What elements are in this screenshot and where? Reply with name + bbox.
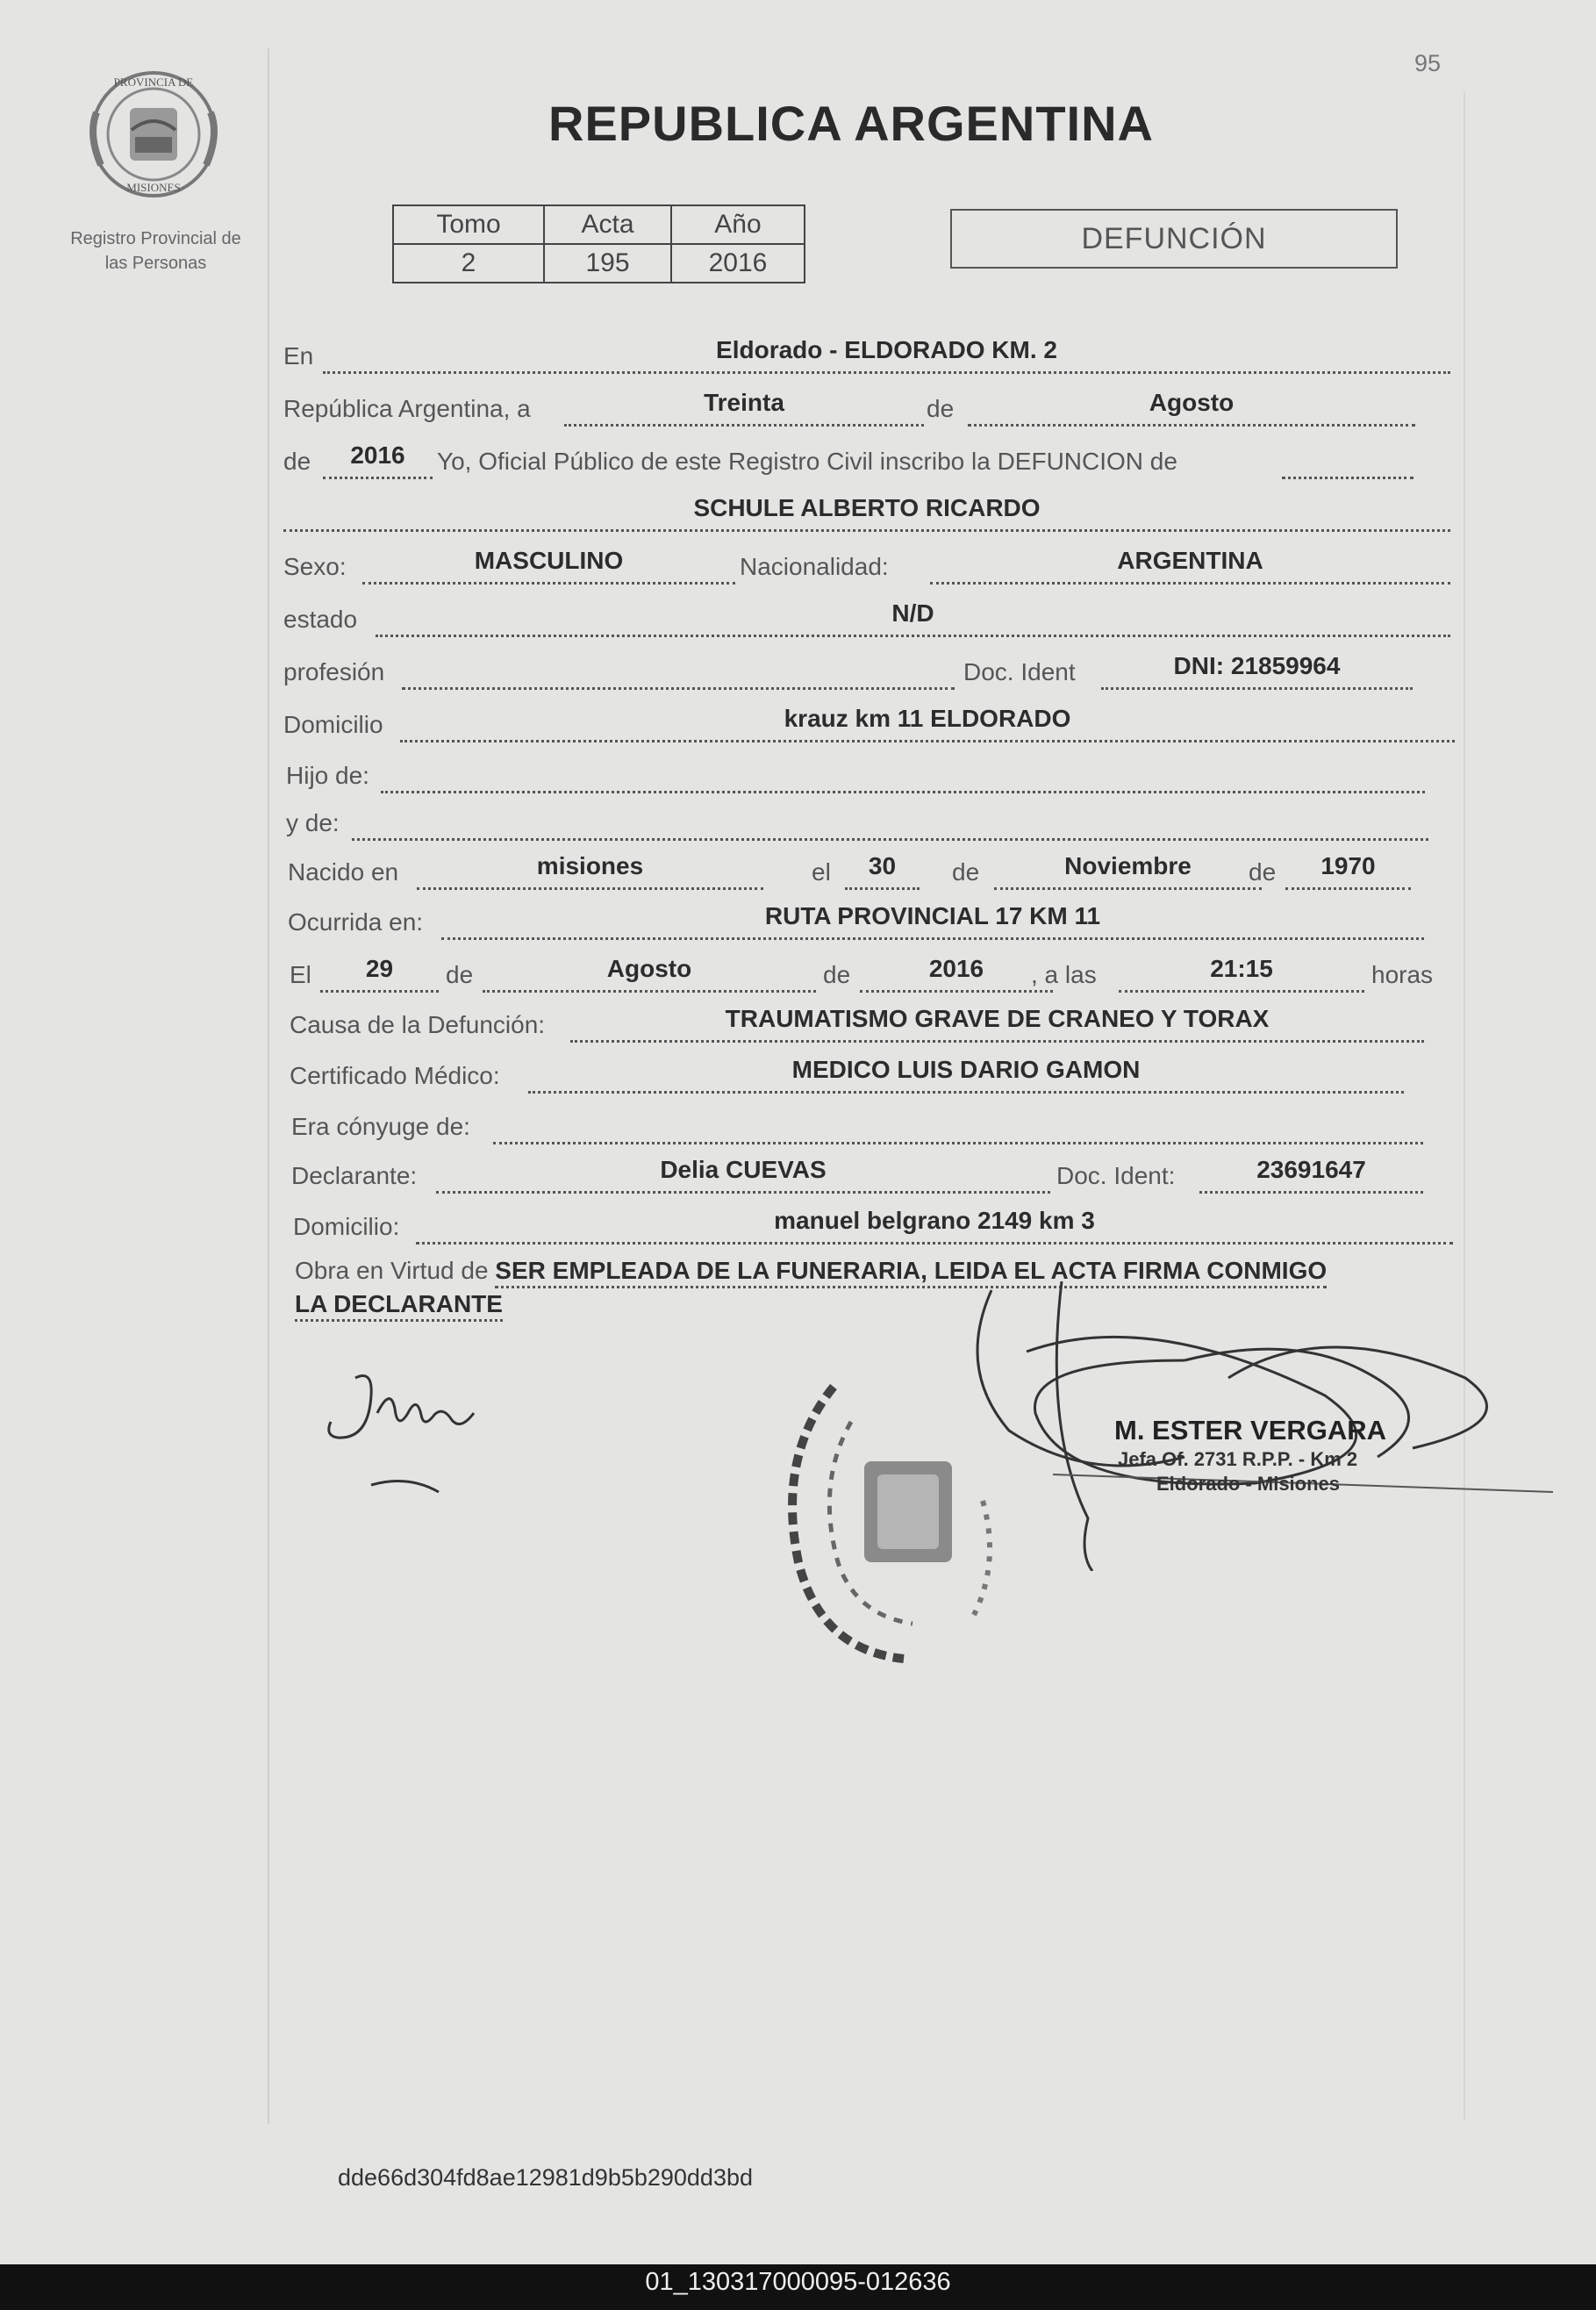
row-date	[283, 386, 1450, 427]
spouse-field	[493, 1101, 1423, 1144]
declarant-doc-field	[1199, 1151, 1423, 1194]
doc-ident-label: Doc. Ident	[963, 658, 1076, 685]
child-of-label: Hijo de:	[286, 762, 369, 789]
cause-label: Causa de la Defunción:	[290, 1011, 546, 1038]
death-el-label: El	[290, 961, 311, 988]
doc-ident-value: DNI: 21859964	[1173, 652, 1341, 679]
registry-label-line2: las Personas	[104, 254, 207, 273]
header-acta: Acta	[544, 205, 671, 244]
row-inscription	[283, 439, 1450, 479]
medical-label: Certificado Médico:	[290, 1062, 500, 1089]
document-type: DEFUNCIÓN	[950, 209, 1398, 269]
place-value: Eldorado - ELDORADO KM. 2	[716, 336, 1057, 363]
row-born	[288, 850, 1411, 890]
occurred-label: Ocurrida en:	[288, 908, 424, 936]
death-year-value: 2016	[928, 955, 984, 982]
row-death-date	[290, 952, 1439, 993]
header-anio: Año	[671, 205, 805, 244]
declarant-address-label: Domicilio:	[293, 1213, 400, 1240]
occurred-value: RUTA PROVINCIAL 17 KM 11	[764, 902, 1101, 929]
month-value: Agosto	[1149, 389, 1235, 416]
profession-label: profesión	[283, 658, 385, 685]
month-field	[968, 384, 1415, 427]
row-medical	[290, 1053, 1404, 1094]
born-year-field	[1285, 847, 1411, 890]
death-year-field	[860, 950, 1053, 993]
born-label: Nacido en	[288, 858, 399, 886]
address-value: krauz km 11 ELDORADO	[784, 705, 1071, 732]
value-acta: 195	[544, 244, 671, 283]
born-day-field	[845, 847, 920, 890]
and-of-label: y de:	[286, 809, 340, 836]
value-anio: 2016	[671, 244, 805, 283]
header-tomo: Tomo	[393, 205, 544, 244]
declarant-label: Declarante:	[291, 1162, 418, 1189]
country-title: REPUBLICA ARGENTINA	[548, 96, 1154, 151]
cause-field	[570, 1000, 1424, 1043]
profession-field	[402, 647, 955, 690]
provincial-seal-icon	[79, 60, 228, 209]
country-date-label: República Argentina, a	[283, 395, 531, 422]
civil-status-value: N/D	[891, 599, 934, 627]
death-time-field	[1119, 950, 1364, 993]
inscription-tail-field	[1282, 436, 1413, 479]
death-month-value: Agosto	[606, 955, 692, 982]
row-profession	[283, 649, 1450, 690]
death-de-label-2: de	[823, 961, 851, 988]
row-sex-nationality	[283, 544, 1450, 585]
sex-field	[362, 542, 735, 585]
born-de-label-1: de	[952, 858, 980, 886]
year-field	[323, 436, 433, 479]
and-of-field	[352, 798, 1428, 841]
declarant-address-value: manuel belgrano 2149 km 3	[774, 1207, 1095, 1234]
death-time-value: 21:15	[1210, 955, 1273, 982]
cause-value: TRAUMATISMO GRAVE DE CRANEO Y TORAX	[725, 1005, 1270, 1032]
nationality-value: ARGENTINA	[1117, 547, 1263, 574]
declarant-signature	[320, 1360, 505, 1510]
row-declarant-address	[293, 1204, 1453, 1245]
official-place: Eldorado - Misiones	[1156, 1473, 1341, 1495]
born-year-value: 1970	[1320, 852, 1376, 879]
row-cause	[290, 1002, 1424, 1043]
child-of-field	[381, 750, 1425, 793]
nationality-field	[930, 542, 1450, 585]
day-field	[564, 384, 924, 427]
sex-value: MASCULINO	[474, 547, 624, 574]
registry-label-line1: Registro Provincial de	[70, 229, 241, 248]
medical-field	[528, 1051, 1404, 1094]
death-month-field	[483, 950, 816, 993]
year-value: 2016	[350, 441, 405, 469]
occurred-field	[441, 897, 1424, 940]
official-name: M. ESTER VERGARA	[1114, 1415, 1387, 1446]
doc-ident-field	[1101, 647, 1413, 690]
declarant-doc-label: Doc. Ident:	[1056, 1162, 1176, 1189]
place-label: En	[283, 342, 314, 369]
row-place	[283, 334, 1450, 374]
registration-table	[392, 204, 805, 283]
born-de-label-2: de	[1249, 858, 1277, 886]
address-label: Domicilio	[283, 711, 383, 738]
born-month-field	[994, 847, 1262, 890]
margin-line	[268, 48, 269, 2124]
nationality-label: Nacionalidad:	[740, 553, 889, 580]
inscription-text: Yo, Oficial Público de este Registro Civil inscribo la DEFUNCION de	[437, 448, 1177, 475]
by-virtue-value-line2: LA DECLARANTE	[295, 1290, 503, 1322]
by-virtue-value-line1: SER EMPLEADA DE LA FUNERARIA, LEIDA EL ACTA FIRMA CONMIGO	[495, 1257, 1327, 1288]
footer-id: 01_130317000095-012636	[645, 2268, 951, 2296]
registry-label	[48, 226, 263, 276]
born-el-label: el	[812, 858, 831, 886]
at-label: , a las	[1031, 961, 1097, 988]
row-spouse	[291, 1104, 1423, 1144]
deceased-name-value: SCHULE ALBERTO RICARDO	[693, 494, 1041, 521]
seal-top-text: PROVINCIA DE	[113, 75, 194, 89]
row-and-of	[286, 800, 1428, 841]
spouse-label: Era cónyuge de:	[291, 1113, 470, 1140]
by-virtue-label: Obra en Virtud de	[295, 1257, 489, 1284]
page-number: 95	[1414, 50, 1442, 76]
official-signature	[956, 1255, 1562, 1571]
sex-label: Sexo:	[283, 553, 347, 580]
seal-bottom-text: MISIONES	[126, 181, 181, 194]
civil-status-label: estado	[283, 606, 358, 633]
row-declarant	[291, 1153, 1423, 1194]
declarant-address-field	[416, 1202, 1453, 1245]
declarant-doc-value: 23691647	[1256, 1156, 1366, 1183]
official-role: Jefa Of. 2731 R.P.P. - Km 2	[1118, 1448, 1358, 1470]
born-place-field	[417, 847, 763, 890]
declarant-value: Delia CUEVAS	[660, 1156, 827, 1183]
row-child-of	[286, 753, 1425, 793]
address-field	[400, 699, 1455, 742]
document-hash: dde66d304fd8ae12981d9b5b290dd3bd	[338, 2164, 754, 2191]
row-civil-status	[283, 597, 1450, 637]
deceased-name-field	[283, 489, 1450, 532]
medical-value: MEDICO LUIS DARIO GAMON	[791, 1056, 1141, 1083]
born-place-value: misiones	[536, 852, 644, 879]
de-year-label: de	[283, 448, 311, 475]
day-value: Treinta	[704, 389, 784, 416]
de-label: de	[927, 395, 955, 422]
row-occurred	[288, 900, 1424, 940]
row-address	[283, 702, 1455, 742]
civil-status-field	[376, 594, 1450, 637]
row-name	[283, 491, 1450, 532]
death-de-label-1: de	[446, 961, 474, 988]
hours-label: horas	[1371, 961, 1434, 988]
place-field	[323, 331, 1450, 374]
declarant-field	[436, 1151, 1050, 1194]
right-margin-line	[1464, 92, 1465, 2120]
born-day-value: 30	[868, 852, 897, 879]
born-month-value: Noviembre	[1064, 852, 1192, 879]
death-day-value: 29	[365, 955, 394, 982]
value-tomo: 2	[393, 244, 544, 283]
death-day-field	[320, 950, 439, 993]
